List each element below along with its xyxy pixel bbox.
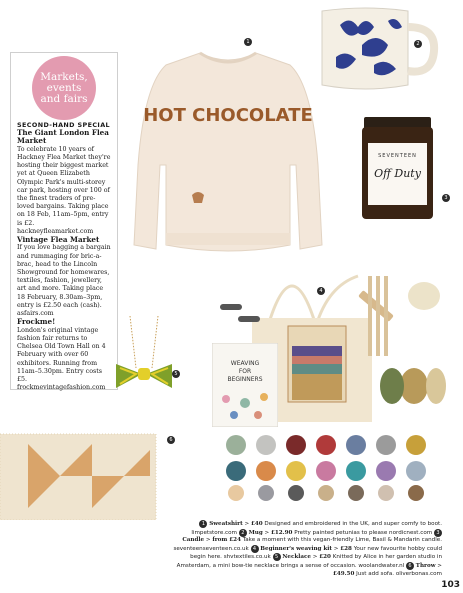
caption-num-2: 2 bbox=[239, 529, 247, 537]
caption-text-6: Just add sofa. oliverbonas.com bbox=[356, 570, 442, 577]
caption-num-3: 3 bbox=[434, 529, 442, 537]
caption-num-6: 6 bbox=[406, 562, 414, 570]
caption-text-2: Pretty painted petunias to please nordicnest.com bbox=[294, 529, 433, 536]
caption-item-1: 1 Sweatshirt > £40 Designed and embroidered in the UK, and super comfy to boot. limpetstore.com bbox=[191, 521, 442, 536]
caption-name-3: Candle bbox=[182, 537, 205, 544]
caption-name-2: Mug bbox=[248, 529, 263, 536]
caption-text-1: Designed and embroidered in the UK, and super comfy to boot. limpetstore.com bbox=[191, 521, 442, 536]
caption-name-4: Beginner's weaving kit bbox=[260, 545, 332, 552]
marker-3: 3 bbox=[442, 194, 450, 202]
caption-text-4: Your new favourite hobby could begin here. shvtextiles.co.uk bbox=[190, 545, 442, 561]
page-number: 103 bbox=[441, 580, 460, 590]
event-title-2: Vintage Flea Market bbox=[17, 235, 100, 245]
book-image bbox=[212, 343, 278, 427]
throw-image bbox=[0, 432, 160, 520]
book-title-2: FOR bbox=[238, 368, 252, 375]
candle-image bbox=[360, 117, 435, 220]
candle-brand: SEVENTEEN bbox=[378, 153, 417, 159]
caption-price-4: £28 bbox=[340, 545, 352, 552]
caption-text-5: Knitted by Alice in her garden studio in Amsterdam, a mini bow-tie necklace brings a sense of occasion. woolandwater.nl bbox=[176, 554, 442, 569]
caption-price-2: £12.90 bbox=[270, 529, 293, 536]
book-title-3: BEGINNERS bbox=[227, 376, 263, 383]
badge-line-2: events bbox=[46, 81, 82, 94]
caption-num-1: 1 bbox=[199, 520, 207, 528]
sweatshirt-image bbox=[130, 45, 326, 255]
caption-price-6: £49.50 bbox=[332, 570, 355, 577]
caption-item-5: 5 Necklace > £20 Knitted by Alice in her garden studio in Amsterdam, a mini bow-tie necklace brings a sense of occasion. woolandwater.nl bbox=[176, 554, 442, 569]
badge-line-1: Markets, bbox=[40, 70, 88, 83]
event-body-2: If you love bagging a bargain and rummaging for bric-a-brac, head to the Lincoln Showground for homewares, textiles, fashion, jewellery, art and more. Taking place 18 February, 8.30am–3pm, entry is £2.50 each (cash). asfairs.com bbox=[17, 244, 111, 318]
caption-price-5: £20 bbox=[319, 554, 331, 561]
mug-image bbox=[312, 5, 442, 93]
caption-price-1: £40 bbox=[250, 521, 263, 527]
sweatshirt-print: HOT CHOCOLATE bbox=[143, 105, 313, 126]
marker-4: 4 bbox=[317, 287, 325, 295]
caption-item-6: 6 Throw > £49.50 Just add sofa. oliverbonas.com bbox=[332, 562, 442, 577]
caption-price-3: from £24 bbox=[212, 537, 241, 544]
event-title-3: Frockme! bbox=[17, 317, 56, 327]
caption-num-4: 4 bbox=[251, 545, 259, 553]
caption-name-5: Necklace bbox=[282, 554, 311, 561]
caption-name-1: Sweatshirt bbox=[209, 521, 243, 527]
marker-1: 1 bbox=[244, 38, 252, 46]
event-title-1: The Giant London Flea Market bbox=[17, 128, 109, 146]
caption-num-5: 5 bbox=[273, 553, 281, 561]
caption-text-3: Take a moment with this vegan-friendly Lime, Basil & Mandarin candle. seventeenseventeen.co.uk bbox=[173, 537, 442, 552]
markets-badge bbox=[32, 56, 96, 120]
yarn-balls-image bbox=[222, 431, 448, 501]
product-caption bbox=[172, 520, 442, 578]
event-body-3: London's original vintage fashion fair returns to Chelsea Old Town Hall on 4 February with over 60 exhibitors. Running from 11am–5.30pm. Entry costs £5. frockmevintagefashion.com bbox=[17, 326, 106, 392]
section-label: SECOND-HAND SPECIAL bbox=[17, 121, 111, 129]
marker-6: 6 bbox=[167, 436, 175, 444]
caption-item-4: 4 Beginner's weaving kit > £28 Your new favourite hobby could begin here. shvtextiles.co.uk bbox=[190, 545, 442, 561]
caption-item-3: 3 Candle > from £24 Take a moment with this vegan-friendly Lime, Basil & Mandarin candle. seventeenseventeen.co.uk bbox=[173, 529, 442, 552]
candle-name: Off Duty bbox=[374, 167, 421, 180]
marker-5: 5 bbox=[172, 370, 180, 378]
caption-name-6: Throw bbox=[415, 562, 436, 569]
caption-item-2: 2 Mug > £12.90 Pretty painted petunias to please nordicnest.com bbox=[239, 530, 432, 536]
event-body-1: To celebrate 10 years of Hackney Flea Market they're hosting their biggest market yet at Queen Elizabeth Olympic Park's multi-storey car park, hosting over 100 of the finest traders of pre-loved bargains. Taking place on 18 Feb, 11am–5pm, entry is £2. hackneyfleamarket.com bbox=[17, 145, 111, 235]
badge-line-3: and fairs bbox=[40, 92, 88, 105]
marker-2: 2 bbox=[414, 40, 422, 48]
book-title-1: WEAVING bbox=[230, 360, 260, 367]
necklace-image bbox=[112, 316, 176, 394]
